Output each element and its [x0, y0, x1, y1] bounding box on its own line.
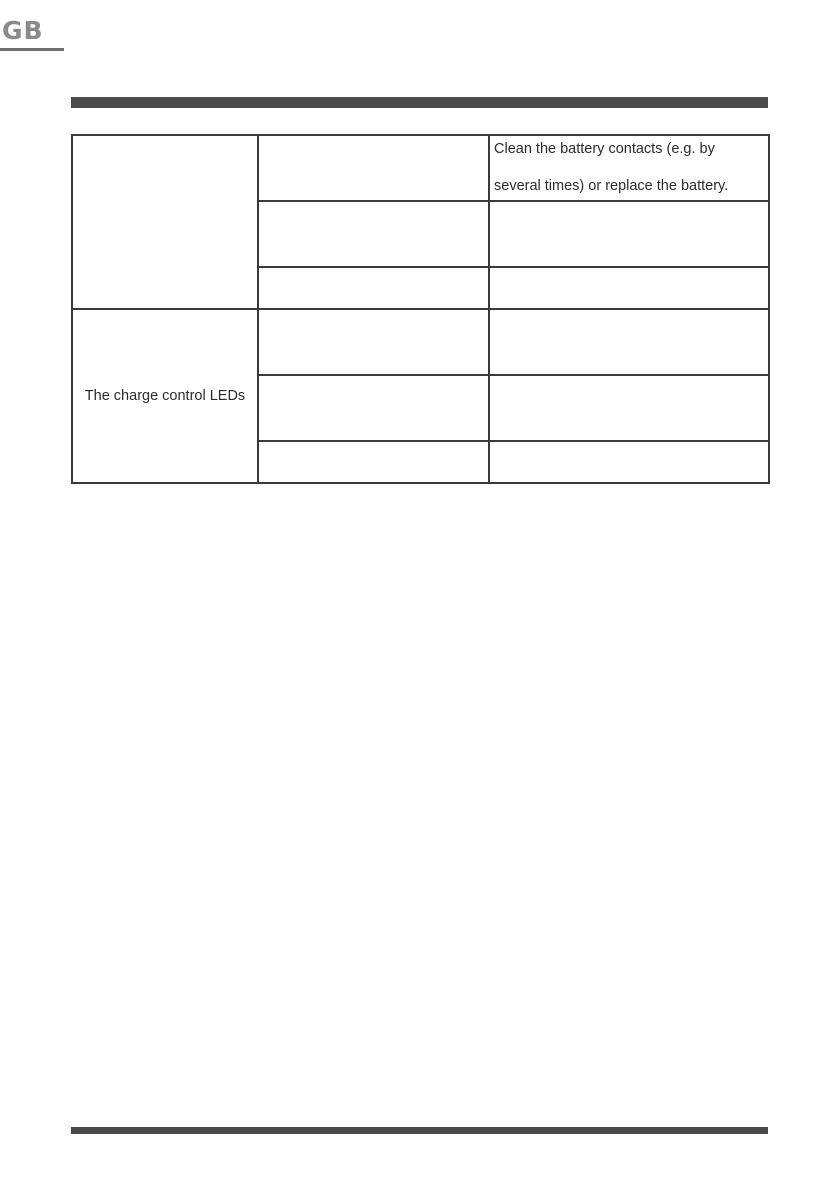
cause-cell	[258, 135, 489, 201]
remedy-cell	[489, 375, 769, 441]
language-underline	[0, 48, 64, 51]
footer-divider	[71, 1127, 768, 1134]
troubleshooting-table	[71, 134, 770, 484]
remedy-cell	[489, 267, 769, 309]
language-label: GB	[2, 16, 44, 45]
remedy-cell	[489, 441, 769, 483]
cause-cell	[258, 375, 489, 441]
cause-cell	[258, 309, 489, 375]
remedy-cell	[489, 135, 769, 201]
remedy-text: several times) or replace the battery.	[494, 178, 729, 194]
cause-cell	[258, 267, 489, 309]
table-row	[72, 309, 769, 375]
remedy-cell	[489, 309, 769, 375]
problem-cell	[72, 135, 258, 309]
problem-cell: The charge control LEDs	[72, 309, 258, 483]
cause-cell	[258, 441, 489, 483]
remedy-cell	[489, 201, 769, 267]
cause-cell	[258, 201, 489, 267]
remedy-text: Clean the battery contacts (e.g. by	[494, 141, 715, 157]
header-divider	[71, 97, 768, 108]
language-tab	[0, 17, 64, 50]
table-row	[72, 135, 769, 201]
